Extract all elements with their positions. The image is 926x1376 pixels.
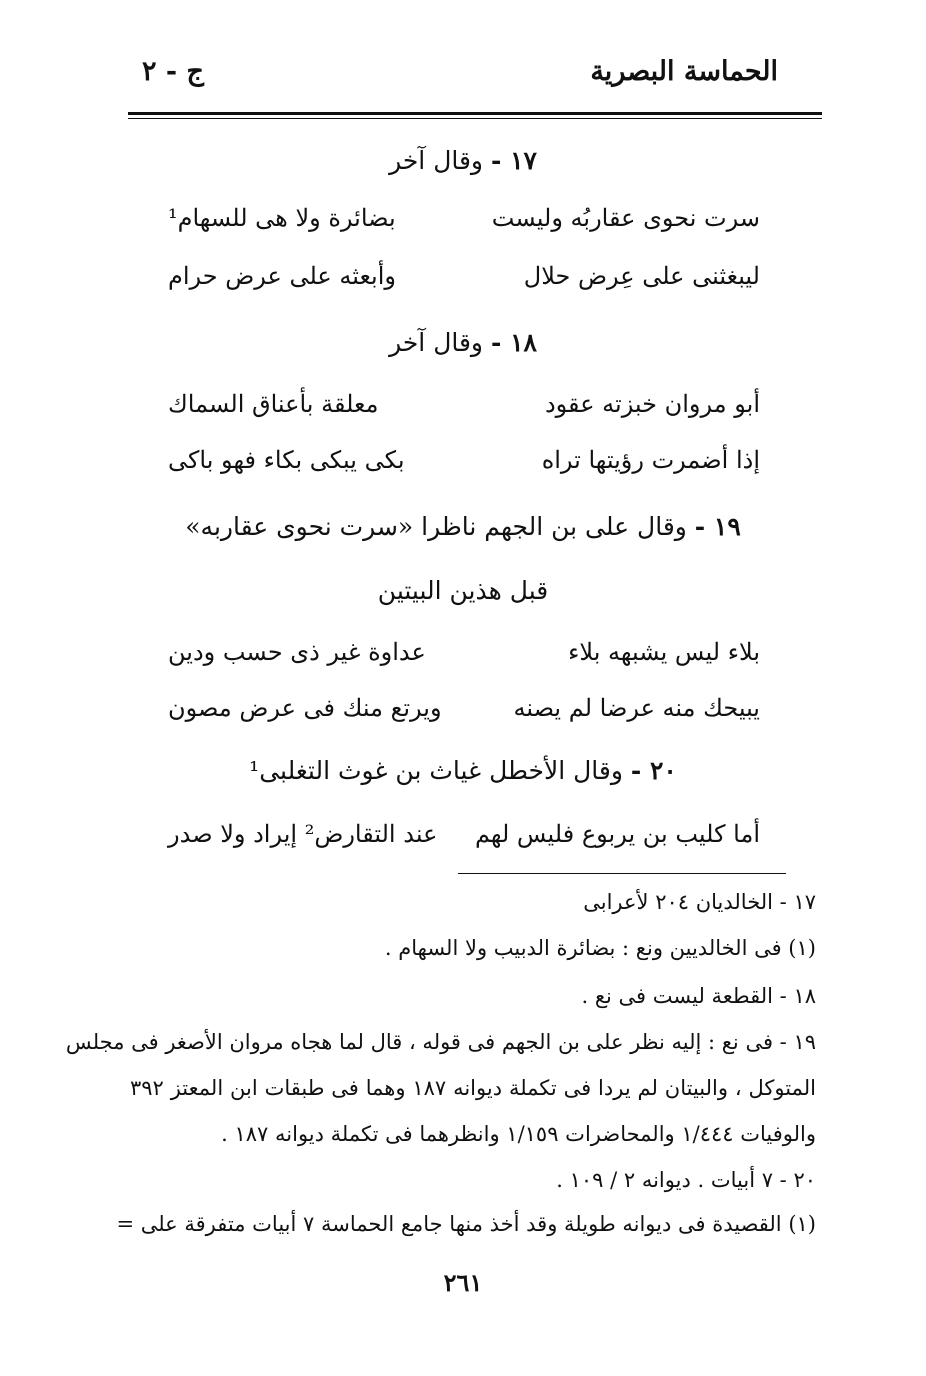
poem-19-heading: [0, 512, 926, 541]
poem-heading-text: وقال على بن الجهم ناظرا «سرت نحوى عقاربه»: [185, 512, 687, 541]
verse-second-hemistich: معلقة بأعناق السماك: [168, 390, 379, 418]
poem-number: ٢٠ -: [630, 756, 677, 785]
footnote-line: والوفيات ١/٤٤٤ والمحاضرات ١/١٥٩ وانظرهما فى تكملة ديوانه ١٨٧ .: [221, 1122, 816, 1146]
footnote-line: المتوكل ، والبيتان لم يردا فى تكملة ديوانه ١٨٧ وهما فى طبقات ابن المعتز ٣٩٢: [130, 1076, 816, 1100]
verse-second-hemistich: عداوة غير ذى حسب ودين: [168, 638, 426, 666]
poem-18-heading: [0, 328, 926, 357]
page-number: ٢٦١: [443, 1268, 483, 1297]
footnote-line: ١٧ - الخالديان ٢٠٤ لأعرابى: [583, 890, 816, 914]
poem-number: ١٨ -: [490, 328, 537, 357]
poem-heading-text: وقال الأخطل غياث بن غوث التغلبى¹: [249, 756, 623, 785]
verse-first-hemistich: أبو مروان خبزته عقود: [544, 390, 760, 418]
footnote-rule: [458, 873, 786, 874]
footnote-line: ٢٠ - ٧ أبيات . ديوانه ٢ / ١٠٩ .: [556, 1168, 816, 1192]
poem-19-heading-continued: قبل هذين البيتين: [377, 576, 549, 605]
header-rule-thin: [128, 118, 822, 119]
verse-second-hemistich: بضائرة ولا هى للسهام¹: [168, 204, 396, 232]
running-head-part: ج - ٢: [142, 56, 204, 87]
footnote-line: ١٩ - فى نع : إليه نظر على بن الجهم فى قوله ، قال لما هجاه مروان الأصغر فى مجلس: [65, 1030, 816, 1054]
verse-second-hemistich: ويرتع منك فى عرض مصون: [168, 694, 442, 722]
verse-first-hemistich: بلاء ليس يشبهه بلاء: [568, 638, 760, 666]
footnote-line: ١٨ - القطعة ليست فى نع .: [581, 984, 816, 1008]
verse-second-hemistich: بكى يبكى بكاء فهو باكى: [168, 446, 405, 474]
poem-number: ١٧ -: [490, 146, 537, 175]
verse-second-hemistich: عند التقارض² إيراد ولا صدر: [168, 820, 438, 848]
poem-heading-text: وقال آخر: [389, 328, 484, 357]
running-head-title: الحماسة البصرية: [590, 56, 778, 87]
poem-20-heading: [0, 756, 926, 785]
footnote-line: (١) القصيدة فى ديوانه طويلة وقد أخذ منها جامع الحماسة ٧ أبيات متفرقة على =: [116, 1212, 816, 1236]
poem-17-heading: [0, 146, 926, 175]
footnote-line: (١) فى الخالديين ونع : بضائرة الدبيب ولا السهام .: [384, 936, 816, 960]
poem-number: ١٩ -: [694, 512, 741, 541]
header-rule: [128, 112, 822, 115]
verse-first-hemistich: يبيحك منه عرضا لم يصنه: [513, 694, 760, 722]
poem-heading-text: وقال آخر: [389, 146, 484, 175]
verse-second-hemistich: وأبعثه على عرض حرام: [168, 262, 396, 290]
verse-first-hemistich: إذا أضمرت رؤيتها تراه: [541, 446, 760, 474]
verse-first-hemistich: سرت نحوى عقاربُه وليست: [491, 204, 760, 232]
verse-first-hemistich: أما كليب بن يربوع فليس لهم: [474, 820, 760, 848]
verse-first-hemistich: ليبغثنى على عِرض حلال: [523, 262, 760, 290]
